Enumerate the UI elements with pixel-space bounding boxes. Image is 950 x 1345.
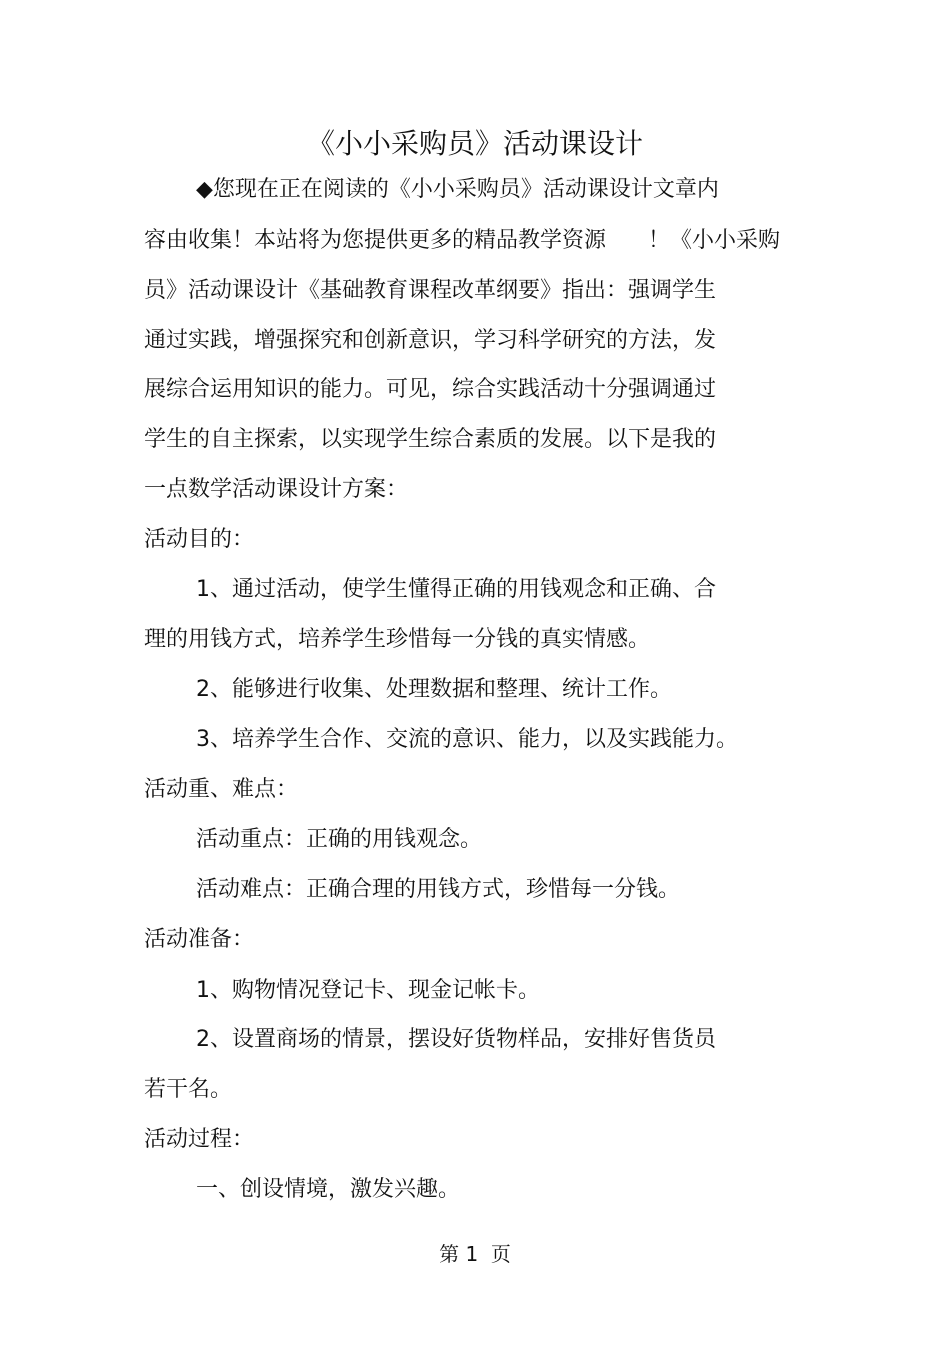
paragraph-line: 活动难点：正确合理的用钱方式，珍惜每一分钱。: [196, 877, 681, 902]
paragraph-line: 一点数学活动课设计方案：: [144, 477, 409, 502]
paragraph-line: 员》活动课设计《基础教育课程改革纲要》指出：强调学生: [144, 278, 717, 303]
paragraph-line: 学生的自主探索，以实现学生综合素质的发展。以下是我的: [144, 427, 717, 452]
paragraph-line: 2、能够进行收集、处理数据和整理、统计工作。: [196, 677, 672, 702]
section-heading: 活动准备：: [144, 927, 255, 952]
paragraph-line: 一、创设情境，激发兴趣。: [196, 1177, 461, 1202]
paragraph-line: 3、培养学生合作、交流的意识、能力，以及实践能力。: [196, 727, 738, 752]
section-heading: 活动目的：: [144, 527, 255, 552]
paragraph-line: 活动重点：正确的用钱观念。: [196, 827, 483, 852]
paragraph-line: ◆您现在正在阅读的《小小采购员》活动课设计文章内: [196, 177, 719, 202]
paragraph-line: 2、设置商场的情景，摆设好货物样品，安排好售货员: [196, 1027, 716, 1052]
paragraph-line: 1、通过活动，使学生懂得正确的用钱观念和正确、合: [196, 577, 716, 602]
section-heading: 活动重、难点：: [144, 777, 299, 802]
page-number: 第 1 页: [439, 1242, 511, 1266]
paragraph-line: 通过实践，增强探究和创新意识，学习科学研究的方法，发: [144, 328, 717, 353]
paragraph-line: 若干名。: [144, 1077, 233, 1102]
section-heading: 活动过程：: [144, 1127, 255, 1152]
paragraph-line: 理的用钱方式，培养学生珍惜每一分钱的真实情感。: [144, 627, 651, 652]
document-title: 《小小采购员》活动课设计: [306, 127, 643, 160]
paragraph-line: 1、购物情况登记卡、现金记帐卡。: [196, 978, 540, 1003]
paragraph-line: 展综合运用知识的能力。可见，综合实践活动十分强调通过: [144, 377, 717, 402]
paragraph-line: 容由收集！本站将为您提供更多的精品教学资源 ！《小小采购: [144, 228, 780, 253]
